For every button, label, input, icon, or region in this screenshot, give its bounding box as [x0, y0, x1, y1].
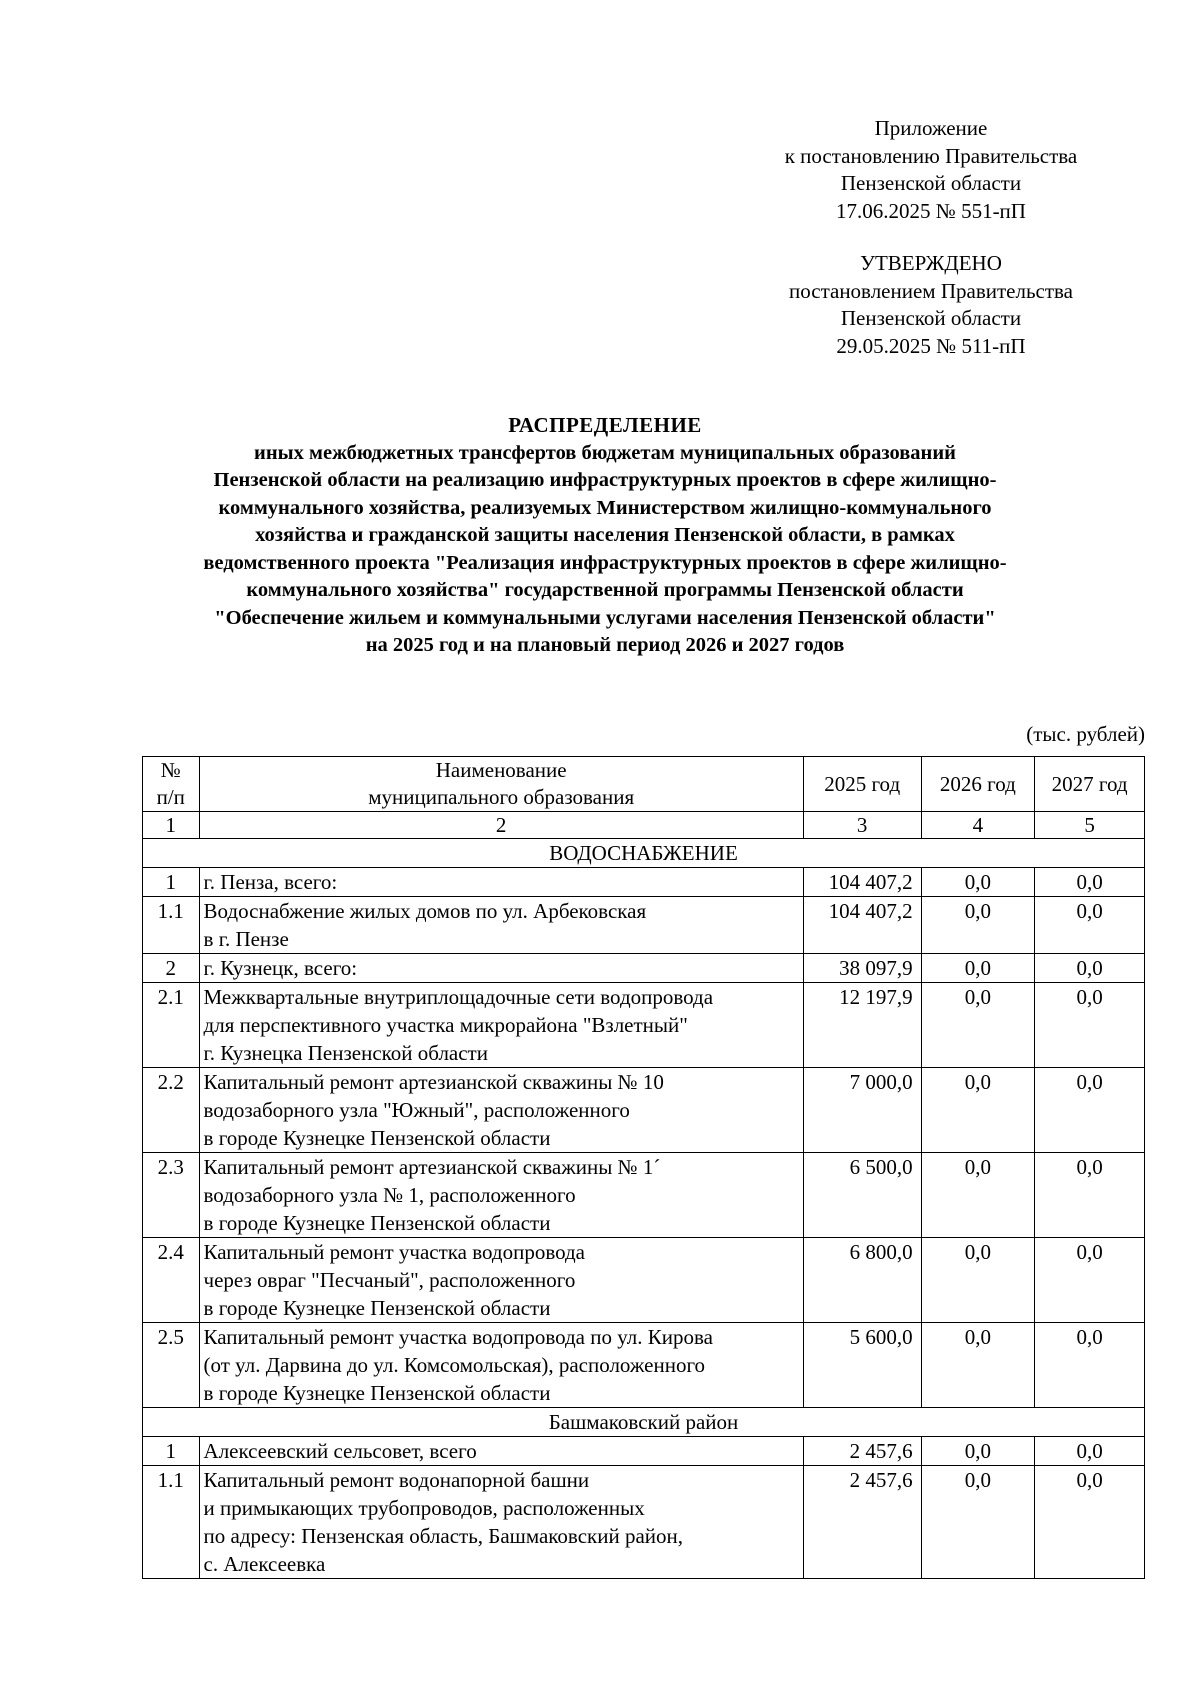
- row-value-2027: 0,0: [1035, 983, 1145, 1068]
- row-name: Водоснабжение жилых домов по ул. Арбековская в г. Пензе: [199, 897, 803, 954]
- row-value-2025: 38 097,9: [803, 954, 921, 983]
- header-num: [143, 757, 200, 812]
- row-number: 2.3: [143, 1153, 200, 1238]
- table-row: [143, 1437, 1145, 1466]
- row-number: 1.1: [143, 1466, 200, 1579]
- header-name: [199, 757, 803, 812]
- section-header-row: [143, 1408, 1145, 1437]
- title-line: ведомственного проекта "Реализация инфраструктурных проектов в сфере жилищно-: [203, 551, 1007, 574]
- row-name: Алексеевский сельсовет, всего: [199, 1437, 803, 1466]
- row-value-2025: 104 407,2: [803, 897, 921, 954]
- appendix-line-4: 17.06.2025 № 551-пП: [836, 198, 1026, 223]
- table-row: [143, 1323, 1145, 1408]
- section-title: ВОДОСНАБЖЕНИЕ: [143, 839, 1145, 868]
- title-line: Пензенской области на реализацию инфраструктурных проектов в сфере жилищно-: [213, 469, 997, 491]
- row-number: 2.2: [143, 1068, 200, 1153]
- column-index: 4: [921, 812, 1035, 839]
- table-row: [143, 1466, 1145, 1579]
- row-value-2027: 0,0: [1035, 1238, 1145, 1323]
- row-number: 1: [143, 868, 200, 897]
- table-row: [143, 868, 1145, 897]
- appendix-line-2: к постановлению Правительства: [784, 143, 1078, 168]
- title-main: РАСПРЕДЕЛЕНИЕ: [508, 413, 702, 437]
- row-name: г. Кузнецк, всего:: [199, 954, 803, 983]
- row-value-2025: 104 407,2: [803, 868, 921, 897]
- row-value-2025: 12 197,9: [803, 983, 921, 1068]
- row-value-2026: 0,0: [921, 1153, 1035, 1238]
- table-header-row: [143, 757, 1145, 812]
- header-num-line1: №: [160, 758, 181, 782]
- distribution-table: [142, 756, 1145, 1579]
- row-value-2027: 0,0: [1035, 1437, 1145, 1466]
- approved-line-1: УТВЕРЖДЕНО: [860, 251, 1002, 275]
- row-value-2027: 0,0: [1035, 1323, 1145, 1408]
- row-name: Капитальный ремонт водонапорной башни и примыкающих трубопроводов, расположенных по адресу: Пензенская область, Башмаковский район, с. Алексеевка: [199, 1466, 803, 1579]
- row-value-2026: 0,0: [921, 868, 1035, 897]
- row-value-2026: 0,0: [921, 1437, 1035, 1466]
- header-2025: 2025 год: [803, 757, 921, 812]
- row-number: 2.5: [143, 1323, 200, 1408]
- column-index: 1: [143, 812, 200, 839]
- header-2027: 2027 год: [1035, 757, 1145, 812]
- document-title: [150, 412, 1060, 660]
- row-value-2026: 0,0: [921, 897, 1035, 954]
- header-num-line2: п/п: [156, 785, 185, 809]
- row-value-2025: 7 000,0: [803, 1068, 921, 1153]
- title-line: коммунального хозяйства, реализуемых Министерством жилищно-коммунального: [218, 496, 992, 519]
- row-value-2027: 0,0: [1035, 1153, 1145, 1238]
- approved-line-4: 29.05.2025 № 511-пП: [836, 333, 1026, 358]
- section-title: Башмаковский район: [143, 1408, 1145, 1437]
- section-header-row: [143, 839, 1145, 868]
- row-number: 2: [143, 954, 200, 983]
- table-body: [143, 839, 1145, 1579]
- header-name-line1: Наименование: [435, 758, 567, 782]
- row-value-2026: 0,0: [921, 954, 1035, 983]
- row-value-2025: 2 457,6: [803, 1466, 921, 1579]
- row-value-2027: 0,0: [1035, 1068, 1145, 1153]
- row-number: 2.1: [143, 983, 200, 1068]
- approved-block: [736, 250, 1126, 360]
- table-row: [143, 1153, 1145, 1238]
- table-row: [143, 1238, 1145, 1323]
- title-line: на 2025 год и на плановый период 2026 и 2027 годов: [365, 634, 845, 656]
- table-row: [143, 983, 1145, 1068]
- row-name: Капитальный ремонт участка водопровода через овраг "Песчаный", расположенного в городе Кузнецке Пензенской области: [199, 1238, 803, 1323]
- row-value-2026: 0,0: [921, 1466, 1035, 1579]
- row-value-2025: 6 500,0: [803, 1153, 921, 1238]
- row-value-2025: 2 457,6: [803, 1437, 921, 1466]
- row-name: Капитальный ремонт артезианской скважины № 1´ водозаборного узла № 1, расположенного в городе Кузнецке Пензенской области: [199, 1153, 803, 1238]
- row-value-2027: 0,0: [1035, 954, 1145, 983]
- units-label: (тыс. рублей): [1026, 722, 1145, 746]
- appendix-line-1: Приложение: [874, 116, 988, 140]
- column-index: 5: [1035, 812, 1145, 839]
- table-row: [143, 897, 1145, 954]
- row-value-2027: 0,0: [1035, 897, 1145, 954]
- row-name: Межквартальные внутриплощадочные сети водопровода для перспективного участка микрорайона "Взлетный" г. Кузнецка Пензенской области: [199, 983, 803, 1068]
- title-line: хозяйства и гражданской защиты населения Пензенской области, в рамках: [255, 524, 955, 546]
- row-number: 2.4: [143, 1238, 200, 1323]
- column-index: 2: [199, 812, 803, 839]
- table-row: [143, 954, 1145, 983]
- appendix-line-3: Пензенской области: [840, 171, 1022, 195]
- row-name: Капитальный ремонт артезианской скважины № 10 водозаборного узла "Южный", расположенного в городе Кузнецке Пензенской области: [199, 1068, 803, 1153]
- row-value-2025: 6 800,0: [803, 1238, 921, 1323]
- row-value-2026: 0,0: [921, 1238, 1035, 1323]
- row-number: 1.1: [143, 897, 200, 954]
- row-value-2026: 0,0: [921, 1323, 1035, 1408]
- row-number: 1: [143, 1437, 200, 1466]
- row-value-2027: 0,0: [1035, 868, 1145, 897]
- row-name: г. Пенза, всего:: [199, 868, 803, 897]
- approved-line-2: постановлением Правительства: [788, 278, 1073, 303]
- title-line: "Обеспечение жильем и коммунальными услугами населения Пензенской области": [214, 606, 996, 629]
- appendix-block: [736, 115, 1126, 225]
- row-value-2026: 0,0: [921, 983, 1035, 1068]
- row-name: Капитальный ремонт участка водопровода по ул. Кирова (от ул. Дарвина до ул. Комсомольская), расположенного в городе Кузнецке Пензенской области: [199, 1323, 803, 1408]
- column-index: 3: [803, 812, 921, 839]
- row-value-2027: 0,0: [1035, 1466, 1145, 1579]
- column-index-row: [143, 812, 1145, 839]
- approved-line-3: Пензенской области: [840, 306, 1022, 330]
- table-row: [143, 1068, 1145, 1153]
- row-value-2025: 5 600,0: [803, 1323, 921, 1408]
- title-line: коммунального хозяйства" государственной программы Пензенской области: [246, 579, 964, 601]
- title-line: иных межбюджетных трансфертов бюджетам муниципальных образований: [254, 441, 956, 464]
- header-name-line2: муниципального образования: [368, 785, 635, 809]
- header-2026: 2026 год: [921, 757, 1035, 812]
- row-value-2026: 0,0: [921, 1068, 1035, 1153]
